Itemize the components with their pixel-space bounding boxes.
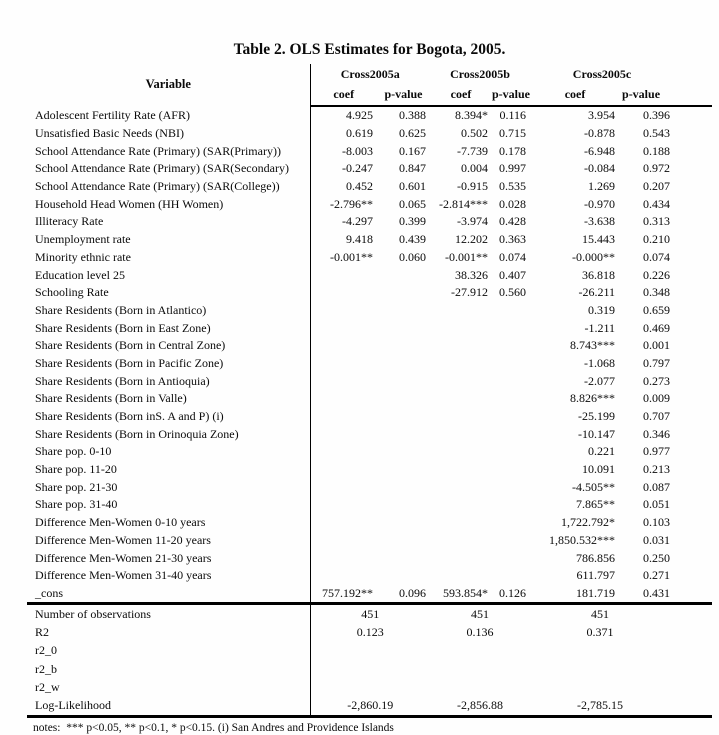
summary-label-cell: Log-Likelihood xyxy=(27,697,310,717)
table-row xyxy=(27,178,712,196)
pvalue-cell: 0.972 xyxy=(643,161,671,176)
coef-cell: 0.502 xyxy=(461,126,488,141)
coef-cell: 9.418 xyxy=(346,232,373,247)
coef-cell: 0.004 xyxy=(461,161,488,176)
pvalue-cell: 0.210 xyxy=(643,232,671,247)
coef-cell: 36.818 xyxy=(582,267,616,282)
pvalue-cell xyxy=(377,408,430,426)
pvalue-cell xyxy=(377,532,430,550)
coef-cell xyxy=(310,514,377,532)
pvalue-cell xyxy=(377,461,430,479)
pvalue-cell: 0.213 xyxy=(643,462,671,477)
coef-header-c: coef xyxy=(530,84,620,106)
coef-cell xyxy=(430,319,492,337)
coef-cell: -2.814*** xyxy=(439,196,488,211)
coef-cell: -26.211 xyxy=(578,285,616,300)
pvalue-cell xyxy=(377,549,430,567)
variable-cell: Illiteracy Rate xyxy=(27,213,310,231)
coef-cell xyxy=(310,532,377,550)
pvalue-cell: 0.396 xyxy=(643,108,671,123)
pvalue-cell: 0.543 xyxy=(643,126,671,141)
variable-cell: School Attendance Rate (Primary) (SAR(College)) xyxy=(27,178,310,196)
coef-cell xyxy=(430,549,492,567)
coef-cell xyxy=(310,425,377,443)
table-row xyxy=(27,567,712,585)
pvalue-cell: 0.469 xyxy=(643,320,671,335)
coef-cell: 3.954 xyxy=(588,108,616,123)
pvalue-cell: 0.271 xyxy=(643,568,671,583)
coef-cell: 593.854* xyxy=(443,585,488,600)
pvalue-cell xyxy=(377,514,430,532)
coef-cell: 1.269 xyxy=(588,179,616,194)
coef-cell xyxy=(430,355,492,373)
group-header-cross2005c: Cross2005c xyxy=(572,66,632,81)
coef-cell xyxy=(430,408,492,426)
coef-cell xyxy=(430,372,492,390)
table-title: Table 2. OLS Estimates for Bogota, 2005. xyxy=(233,41,506,58)
pvalue-cell xyxy=(492,567,530,585)
pvalue-cell: 0.009 xyxy=(643,391,671,406)
pvalue-cell: 0.001 xyxy=(643,338,671,353)
table-row xyxy=(27,478,712,496)
pvalue-cell: 0.273 xyxy=(643,373,671,388)
coef-cell: -8.003 xyxy=(342,143,373,158)
coef-cell: -0.001** xyxy=(330,249,373,264)
coefficient-rows xyxy=(27,106,712,604)
pvalue-cell xyxy=(377,425,430,443)
variable-cell: Minority ethnic rate xyxy=(27,249,310,267)
coef-cell: 4.925 xyxy=(346,108,373,123)
coef-cell: -4.297 xyxy=(342,214,373,229)
pvalue-cell: 0.625 xyxy=(399,126,426,141)
pvalue-cell xyxy=(377,284,430,302)
variable-cell: Education level 25 xyxy=(27,266,310,284)
pvalue-cell: 0.178 xyxy=(499,143,527,158)
coef-cell xyxy=(310,549,377,567)
table-row xyxy=(27,231,712,249)
coef-cell xyxy=(430,337,492,355)
pvalue-cell xyxy=(377,266,430,284)
variable-cell: Difference Men-Women 0-10 years xyxy=(27,514,310,532)
pvalue-cell xyxy=(377,372,430,390)
coef-cell xyxy=(430,532,492,550)
pvalue-cell: 0.087 xyxy=(643,479,671,494)
pvalue-cell: 0.715 xyxy=(499,126,527,141)
summary-value-cell xyxy=(430,678,530,696)
variable-cell: Share Residents (Born in Antioquia) xyxy=(27,372,310,390)
coef-cell: -10.147 xyxy=(578,426,616,441)
table-row xyxy=(27,106,712,125)
summary-value-cell: 451 xyxy=(430,604,530,624)
variable-cell: Difference Men-Women 11-20 years xyxy=(27,532,310,550)
pvalue-cell: 0.167 xyxy=(399,143,426,158)
summary-value-cell xyxy=(530,678,712,696)
summary-label-cell: r2_0 xyxy=(27,642,310,660)
coef-cell xyxy=(430,461,492,479)
summary-value-cell xyxy=(310,642,430,660)
pvalue-cell xyxy=(377,478,430,496)
variable-cell: School Attendance Rate (Primary) (SAR(Primary)) xyxy=(27,142,310,160)
variable-cell: Share Residents (Born inS. A and P) (i) xyxy=(27,408,310,426)
pvalue-cell: 0.847 xyxy=(399,161,426,176)
table-row xyxy=(27,585,712,604)
pvalue-cell: 0.103 xyxy=(643,515,671,530)
pvalue-cell: 0.051 xyxy=(643,497,671,512)
pvalue-cell: 0.997 xyxy=(499,161,527,176)
variable-cell: Share Residents (Born in Atlantico) xyxy=(27,302,310,320)
table-row xyxy=(27,496,712,514)
variable-cell: _cons xyxy=(27,585,310,604)
table-row xyxy=(27,266,712,284)
coef-cell: -0.001** xyxy=(445,249,488,264)
pvalue-cell xyxy=(377,355,430,373)
variable-cell: Household Head Women (HH Women) xyxy=(27,195,310,213)
pvalue-cell: 0.074 xyxy=(643,249,671,264)
coef-cell xyxy=(310,408,377,426)
summary-row xyxy=(27,678,712,696)
table-row xyxy=(27,443,712,461)
pvalue-cell: 0.065 xyxy=(399,196,426,211)
summary-label-cell: r2_w xyxy=(27,678,310,696)
summary-row xyxy=(27,660,712,678)
coef-cell: 38.326 xyxy=(455,267,488,282)
coef-cell xyxy=(310,390,377,408)
pvalue-cell xyxy=(377,443,430,461)
summary-label-cell: Number of observations xyxy=(27,604,310,624)
coef-cell: -27.912 xyxy=(451,285,488,300)
coef-cell xyxy=(310,478,377,496)
coef-cell: -7.739 xyxy=(457,143,488,158)
summary-value-cell xyxy=(430,660,530,678)
pvalue-cell xyxy=(492,514,530,532)
table-row xyxy=(27,125,712,143)
pvalue-cell: 0.226 xyxy=(643,267,671,282)
coef-cell xyxy=(310,461,377,479)
summary-value-cell: -2,785.15 xyxy=(577,698,624,713)
pvalue-cell: 0.060 xyxy=(399,249,426,264)
table-row xyxy=(27,195,712,213)
pvalue-cell xyxy=(492,302,530,320)
pvalue-cell xyxy=(492,372,530,390)
pvalue-cell xyxy=(377,302,430,320)
pvalue-cell xyxy=(492,496,530,514)
coef-cell: 0.319 xyxy=(588,302,616,317)
pvalue-cell: 0.188 xyxy=(643,143,671,158)
pvalue-cell xyxy=(377,337,430,355)
variable-cell: Share pop. 0-10 xyxy=(27,443,310,461)
summary-value-cell: 0.136 xyxy=(466,625,494,640)
coef-cell: 0.452 xyxy=(346,179,373,194)
coef-cell: -0.084 xyxy=(584,161,616,176)
group-header-row xyxy=(27,64,712,84)
pvalue-cell xyxy=(492,532,530,550)
pvalue-cell xyxy=(377,567,430,585)
table-row xyxy=(27,372,712,390)
coef-cell: 8.394* xyxy=(455,108,488,123)
variable-cell: Share Residents (Born in Pacific Zone) xyxy=(27,355,310,373)
coef-cell xyxy=(310,355,377,373)
variable-cell: Difference Men-Women 21-30 years xyxy=(27,549,310,567)
coef-cell: -2.796** xyxy=(330,196,373,211)
table-header xyxy=(27,64,712,106)
coef-cell: 12.202 xyxy=(455,232,488,247)
pvalue-cell: 0.313 xyxy=(643,214,671,229)
coef-cell: -0.970 xyxy=(584,196,616,211)
pvalue-cell: 0.560 xyxy=(499,285,527,300)
pvalue-header-a: p-value xyxy=(377,84,430,106)
summary-row xyxy=(27,642,712,660)
summary-value-cell: 451 xyxy=(530,604,712,624)
coef-cell xyxy=(430,478,492,496)
ols-estimates-table xyxy=(27,64,712,718)
table-row xyxy=(27,390,712,408)
coef-cell xyxy=(430,496,492,514)
coef-cell xyxy=(430,567,492,585)
summary-label-cell: R2 xyxy=(27,624,310,642)
variable-cell: Share Residents (Born in Orinoquia Zone) xyxy=(27,425,310,443)
coef-cell: -4.505** xyxy=(572,479,616,494)
summary-rows xyxy=(27,604,712,717)
coef-cell xyxy=(430,514,492,532)
table-row xyxy=(27,249,712,267)
summary-value-cell: 451 xyxy=(310,604,430,624)
coef-cell: -0.915 xyxy=(457,179,488,194)
table-row xyxy=(27,532,712,550)
coef-cell: 786.856 xyxy=(576,550,616,565)
coef-cell: 0.221 xyxy=(588,444,616,459)
table-row xyxy=(27,213,712,231)
group-header-cross2005a: Cross2005a xyxy=(340,66,400,81)
summary-value-cell: -2,856.88 xyxy=(457,698,503,713)
coef-cell xyxy=(430,390,492,408)
table-row xyxy=(27,284,712,302)
coef-cell xyxy=(430,443,492,461)
coef-cell xyxy=(310,302,377,320)
coef-cell: 181.719 xyxy=(576,585,616,600)
pvalue-cell xyxy=(492,337,530,355)
coef-cell xyxy=(310,496,377,514)
coef-cell: 15.443 xyxy=(582,232,616,247)
variable-cell: Share pop. 11-20 xyxy=(27,461,310,479)
coef-cell xyxy=(310,567,377,585)
variable-cell: Share Residents (Born in Valle) xyxy=(27,390,310,408)
pvalue-cell xyxy=(492,355,530,373)
table-row xyxy=(27,514,712,532)
coef-cell: 10.091 xyxy=(582,462,616,477)
pvalue-header-c: p-value xyxy=(620,84,712,106)
pvalue-cell xyxy=(377,390,430,408)
pvalue-cell xyxy=(492,319,530,337)
variable-cell: School Attendance Rate (Primary) (SAR(Secondary) xyxy=(27,160,310,178)
coef-cell: 8.743*** xyxy=(570,338,616,353)
pvalue-header-b: p-value xyxy=(492,84,530,106)
pvalue-cell xyxy=(492,443,530,461)
pvalue-cell: 0.659 xyxy=(643,302,671,317)
coef-cell: -2.077 xyxy=(584,373,616,388)
pvalue-cell xyxy=(492,549,530,567)
coef-cell: -0.247 xyxy=(342,161,373,176)
table-row xyxy=(27,302,712,320)
group-header-cross2005b: Cross2005b xyxy=(450,66,510,81)
variable-column-header: Variable xyxy=(27,64,310,106)
variable-cell: Unemployment rate xyxy=(27,231,310,249)
pvalue-cell xyxy=(377,319,430,337)
table-row xyxy=(27,549,712,567)
variable-cell: Unsatisfied Basic Needs (NBI) xyxy=(27,125,310,143)
pvalue-cell: 0.250 xyxy=(643,550,671,565)
pvalue-cell: 0.797 xyxy=(643,355,671,370)
coef-cell: 611.797 xyxy=(576,568,616,583)
pvalue-cell xyxy=(492,408,530,426)
pvalue-cell: 0.977 xyxy=(643,444,671,459)
table-row xyxy=(27,337,712,355)
table-row xyxy=(27,355,712,373)
coef-header-a: coef xyxy=(310,84,377,106)
pvalue-cell: 0.707 xyxy=(643,409,671,424)
variable-cell: Share pop. 21-30 xyxy=(27,478,310,496)
coef-cell xyxy=(310,372,377,390)
variable-cell: Share Residents (Born in East Zone) xyxy=(27,319,310,337)
variable-cell: Adolescent Fertility Rate (AFR) xyxy=(27,106,310,125)
coef-cell: -3.974 xyxy=(457,214,488,229)
table-row xyxy=(27,425,712,443)
coef-cell: 1,722.792* xyxy=(561,515,616,530)
pvalue-cell xyxy=(492,390,530,408)
pvalue-cell: 0.074 xyxy=(499,249,527,264)
coef-cell: -6.948 xyxy=(584,143,616,158)
pvalue-cell: 0.407 xyxy=(499,267,527,282)
pvalue-cell xyxy=(492,461,530,479)
table-notes: notes: *** p<0.05, ** p<0.1, * p<0.15. (i) San Andres and Providence Islands xyxy=(33,722,394,735)
variable-cell: Share pop. 31-40 xyxy=(27,496,310,514)
variable-cell: Schooling Rate xyxy=(27,284,310,302)
pvalue-cell: 0.028 xyxy=(499,196,527,211)
variable-cell: Difference Men-Women 31-40 years xyxy=(27,567,310,585)
pvalue-cell xyxy=(492,478,530,496)
coef-cell xyxy=(310,337,377,355)
summary-value-cell xyxy=(310,660,430,678)
summary-label-cell: r2_b xyxy=(27,660,310,678)
coef-cell xyxy=(310,319,377,337)
coef-cell xyxy=(310,284,377,302)
pvalue-cell xyxy=(492,425,530,443)
pvalue-cell: 0.116 xyxy=(499,108,527,123)
summary-row xyxy=(27,624,712,642)
pvalue-cell: 0.363 xyxy=(499,232,527,247)
pvalue-cell: 0.348 xyxy=(643,285,671,300)
table-row xyxy=(27,461,712,479)
summary-value-cell xyxy=(530,660,712,678)
table-row xyxy=(27,160,712,178)
coef-cell: 7.865** xyxy=(576,497,616,512)
coef-cell: -1.068 xyxy=(584,355,616,370)
coef-cell xyxy=(310,443,377,461)
pvalue-cell: 0.434 xyxy=(643,196,671,211)
coef-cell: -3.638 xyxy=(584,214,616,229)
summary-row xyxy=(27,604,712,624)
summary-value-cell xyxy=(530,642,712,660)
pvalue-cell: 0.388 xyxy=(399,108,426,123)
coef-cell: -0.000** xyxy=(572,249,616,264)
coef-cell: 1,850.532*** xyxy=(549,532,616,547)
coef-cell: 8.826*** xyxy=(570,391,616,406)
variable-cell: Share Residents (Born in Central Zone) xyxy=(27,337,310,355)
pvalue-cell: 0.031 xyxy=(643,532,671,547)
table-row xyxy=(27,319,712,337)
coef-cell: -1.211 xyxy=(584,320,616,335)
pvalue-cell: 0.346 xyxy=(643,426,671,441)
table-row xyxy=(27,142,712,160)
pvalue-cell: 0.535 xyxy=(499,179,527,194)
summary-value-cell: -2,860.19 xyxy=(347,698,394,713)
pvalue-cell: 0.126 xyxy=(499,585,527,600)
pvalue-cell: 0.601 xyxy=(399,179,426,194)
pvalue-cell: 0.207 xyxy=(643,179,671,194)
coef-cell: 757.192** xyxy=(322,585,373,600)
summary-value-cell xyxy=(310,678,430,696)
coef-cell: 0.619 xyxy=(346,126,373,141)
pvalue-cell: 0.428 xyxy=(499,214,527,229)
summary-value-cell: 0.123 xyxy=(356,625,384,640)
coef-cell: -0.878 xyxy=(584,126,616,141)
coef-cell xyxy=(310,266,377,284)
pvalue-cell: 0.399 xyxy=(399,214,426,229)
summary-value-cell xyxy=(430,642,530,660)
summary-row xyxy=(27,697,712,717)
table-row xyxy=(27,408,712,426)
pvalue-cell: 0.439 xyxy=(399,232,426,247)
coef-cell xyxy=(430,425,492,443)
coef-cell xyxy=(430,302,492,320)
pvalue-cell: 0.431 xyxy=(643,585,671,600)
pvalue-cell: 0.096 xyxy=(399,585,426,600)
coef-header-b: coef xyxy=(430,84,492,106)
summary-value-cell: 0.371 xyxy=(586,625,614,640)
coef-cell: -25.199 xyxy=(578,409,616,424)
pvalue-cell xyxy=(377,496,430,514)
